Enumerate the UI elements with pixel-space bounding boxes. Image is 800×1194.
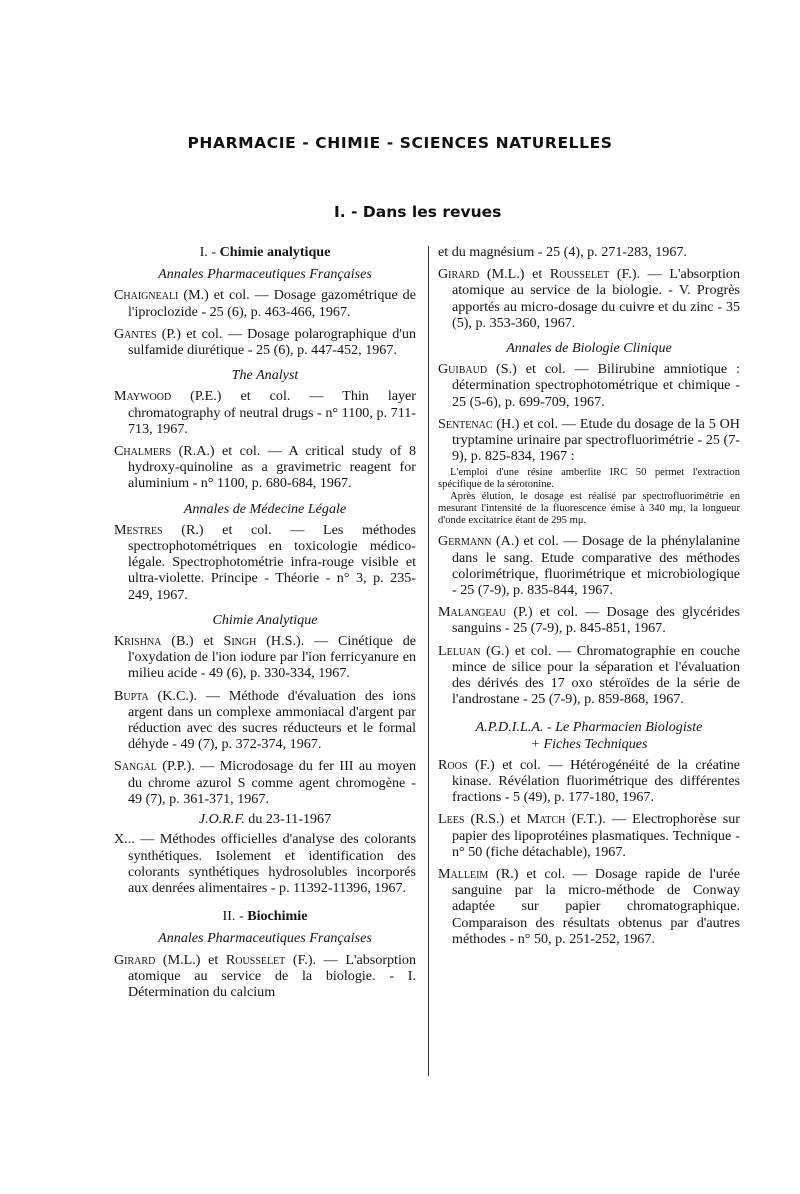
entry-text: (A.) et col. — Dosage de la phénylalanine dans le sang. Etude comparative des méthodes colorimétrique, fluorimétrique et microbiologique - 25 (7-9), p. 835-844, 1967.: [452, 533, 740, 599]
reference-entry: [438, 416, 740, 465]
entry-text: (K.C.). — Méthode d'évaluation des ions argent dans un complexe ammoniacal d'argent par réduction avec des sucres réducteurs et le formal déhyde - 49 (7), p. 372-374, 1967.: [128, 687, 416, 753]
author-name: Malangeau: [438, 604, 507, 621]
entry-text: (H.S.). — Cinétique de l'oxydation de l'ion iodure par l'ion ferricyanure en milieu acide - 49 (6), p. 330-334, 1967.: [128, 633, 416, 682]
journal-title: [114, 811, 416, 827]
right-column: [438, 244, 740, 953]
author-name: Rousselet: [549, 266, 610, 283]
author-name: Lees: [438, 811, 465, 828]
section-number: I. -: [334, 203, 358, 221]
reference-entry: [114, 831, 416, 896]
reference-entry: [114, 758, 416, 807]
reference-entry: [114, 326, 416, 358]
reference-entry: [114, 443, 416, 492]
entry-text: (S.) et col. — Bilirubine amniotique : détermination spectrophotométrique et chimique - 25 (5-6), p. 699-709, 1967.: [452, 361, 740, 410]
category-label: Biochimie: [247, 908, 308, 925]
entry-text: (F.T.). — Electrophorèse sur papier des lipoprotéines plasmatiques. Technique - n° 50 (fiche détachable), 1967.: [452, 811, 740, 860]
column-divider: [428, 246, 429, 1076]
author-name: Mestres: [114, 521, 163, 538]
author-name: Chaigneali: [114, 287, 179, 304]
category-number: I. -: [199, 244, 217, 260]
entry-text: (M.L.) et: [155, 951, 226, 968]
reference-entry: [438, 866, 740, 947]
reference-entry: [114, 688, 416, 753]
footnote-paragraph: Après élution, le dosage est réalisé par spectrofluorimétrie en mesurant l'intensité de la fluorescence émise à 340 mμ, la longueur d'onde excitatrice étant de 295 mμ.: [438, 491, 740, 526]
reference-entry: [438, 757, 740, 806]
entry-text: (F.). — L'absorption atomique au service de la biologie. - V. Progrès apportés au micro-dosage du cuivre et du zinc - 35 (5), p. 353-360, 1967.: [452, 266, 740, 331]
entry-text: (B.) et: [161, 633, 224, 650]
reference-entry: [438, 811, 740, 860]
author-name: Maywood: [114, 388, 172, 405]
journal-title: Annales de Biologie Clinique: [506, 340, 672, 357]
entry-text: (R.) et col. — Les méthodes spectrophotométriques en toxicologie médico-légale. Spectrophotométrie infra-rouge visible et ultra-violette. Principe - Théorie - n° 3, p. 235-249, 1967.: [128, 521, 416, 603]
entry-text: (F.). — L'absorption atomique au service de la biologie. - I. Détermination du calcium: [128, 951, 416, 1000]
journal-title: Chimie Analytique: [212, 611, 318, 628]
journal-title: Annales Pharmaceutiques Françaises: [158, 266, 372, 283]
entry-text: (M.L.) et: [479, 266, 550, 283]
entry-text: (R.S.) et: [464, 811, 527, 828]
author-name: Sangal: [114, 758, 157, 775]
author-name: Germann: [438, 533, 492, 550]
entry-text: X... — Méthodes officielles d'analyse des colorants synthétiques. Isolement et identification des colorants synthétiques hydrosolubles incorporés aux denrées alimentaires - p. 11392-11396, 1967.: [114, 831, 416, 896]
journal-title: The Analyst: [231, 367, 299, 384]
author-name: Roos: [438, 756, 468, 773]
entry-text: (F.) et col. — Hétérogénéité de la créatine kinase. Révélation fluorimétrique des différentes fractions - 5 (49), p. 177-180, 1967.: [452, 756, 740, 806]
entry-text: (P.) et col. — Dosage polarographique d'un sulfamide diurétique - 25 (6), p. 447-452, 1967.: [128, 325, 416, 359]
category-label: Chimie analytique: [219, 244, 331, 260]
author-name: Singh: [223, 633, 257, 650]
author-name: Girard: [438, 266, 480, 283]
journal-date: du 23-11-1967: [244, 811, 332, 828]
footnote-paragraph: L'emploi d'une résine amberlite IRC 50 permet l'extraction spécifique de la sérotonine.: [438, 467, 740, 491]
category-heading: [114, 908, 416, 924]
footnote: [438, 467, 740, 526]
page-title: PHARMACIE - CHIMIE - SCIENCES NATURELLES: [187, 134, 613, 152]
entry-text: (H.) et col. — Etude du dosage de la 5 OH tryptamine urinaire par spectrofluorimétrie - 25 (7-9), p. 825-834, 1967 :: [452, 415, 740, 465]
reference-entry: [114, 388, 416, 437]
author-name: Krishna: [114, 633, 162, 650]
reference-entry: [438, 533, 740, 598]
reference-entry-continued: et du magnésium - 25 (4), p. 271-283, 1967.: [438, 244, 687, 260]
section-label: Dans les revues: [362, 203, 502, 221]
journal-title: Annales de Médecine Légale: [183, 500, 347, 517]
entry-text: (P.E.) et col. — Thin layer chromatography of neutral drugs - n° 1100, p. 711-713, 1967.: [128, 388, 416, 437]
entry-text: (G.) et col. — Chromatographie en couche mince de silice pour la séparation et l'évaluation des dérivés des 17 oxo stéroïdes de la série de l'androstane - 25 (7-9), p. 859-868, 1967.: [452, 642, 740, 708]
entry-text: (P.) et col. — Dosage des glycérides sanguins - 25 (7-9), p. 845-851, 1967.: [452, 604, 740, 637]
category-heading: [114, 244, 416, 260]
reference-entry: [114, 522, 416, 603]
reference-entry: [438, 361, 740, 410]
author-name: Guibaud: [438, 361, 488, 378]
reference-entry: [438, 643, 740, 708]
author-name: Leluan: [438, 642, 481, 659]
entry-text: (M.) et col. — Dosage gazométrique de l'iproclozide - 25 (6), p. 463-466, 1967.: [128, 287, 416, 320]
author-name: Bupta: [114, 687, 149, 704]
reference-entry: [114, 633, 416, 682]
author-name: Girard: [114, 951, 156, 968]
reference-entry: [438, 266, 740, 331]
author-name: Gantes: [114, 325, 157, 342]
reference-entry: [438, 604, 740, 636]
author-name: Match: [526, 811, 566, 828]
entry-text: (P.P.). — Microdosage du fer III au moyen du chrome azurol S comme agent chromogène - 49 (7), p. 361-371, 1967.: [128, 758, 416, 807]
author-name: Rousselet: [225, 951, 286, 968]
author-name: Sentenac: [438, 415, 493, 432]
journal-title: Annales Pharmaceutiques Françaises: [158, 930, 372, 947]
author-name: Chalmers: [114, 443, 172, 460]
journal-title: A.P.D.I.L.A. - Le Pharmacien Biologiste: [475, 719, 703, 736]
journal-subtitle: + Fiches Techniques: [530, 735, 648, 752]
category-number: II. -: [222, 908, 244, 925]
left-column: [114, 244, 416, 1006]
author-name: Malleim: [438, 866, 489, 883]
reference-entry: [114, 952, 416, 1001]
section-title: [334, 203, 501, 221]
entry-text: (R.A.) et col. — A critical study of 8 hydroxy-quinoline as a gravimetric reagent for aluminium - n° 1100, p. 680-684, 1967.: [128, 443, 416, 492]
journal-name: J.O.R.F.: [198, 811, 245, 828]
entry-text: (R.) et col. — Dosage rapide de l'urée sanguine par la micro-méthode de Conway adaptée sur papier chromatographique. Comparaison des résultats obtenus par d'autres méthodes - n° 50, p. 251-252, 1967.: [452, 866, 740, 947]
reference-entry: [114, 287, 416, 319]
